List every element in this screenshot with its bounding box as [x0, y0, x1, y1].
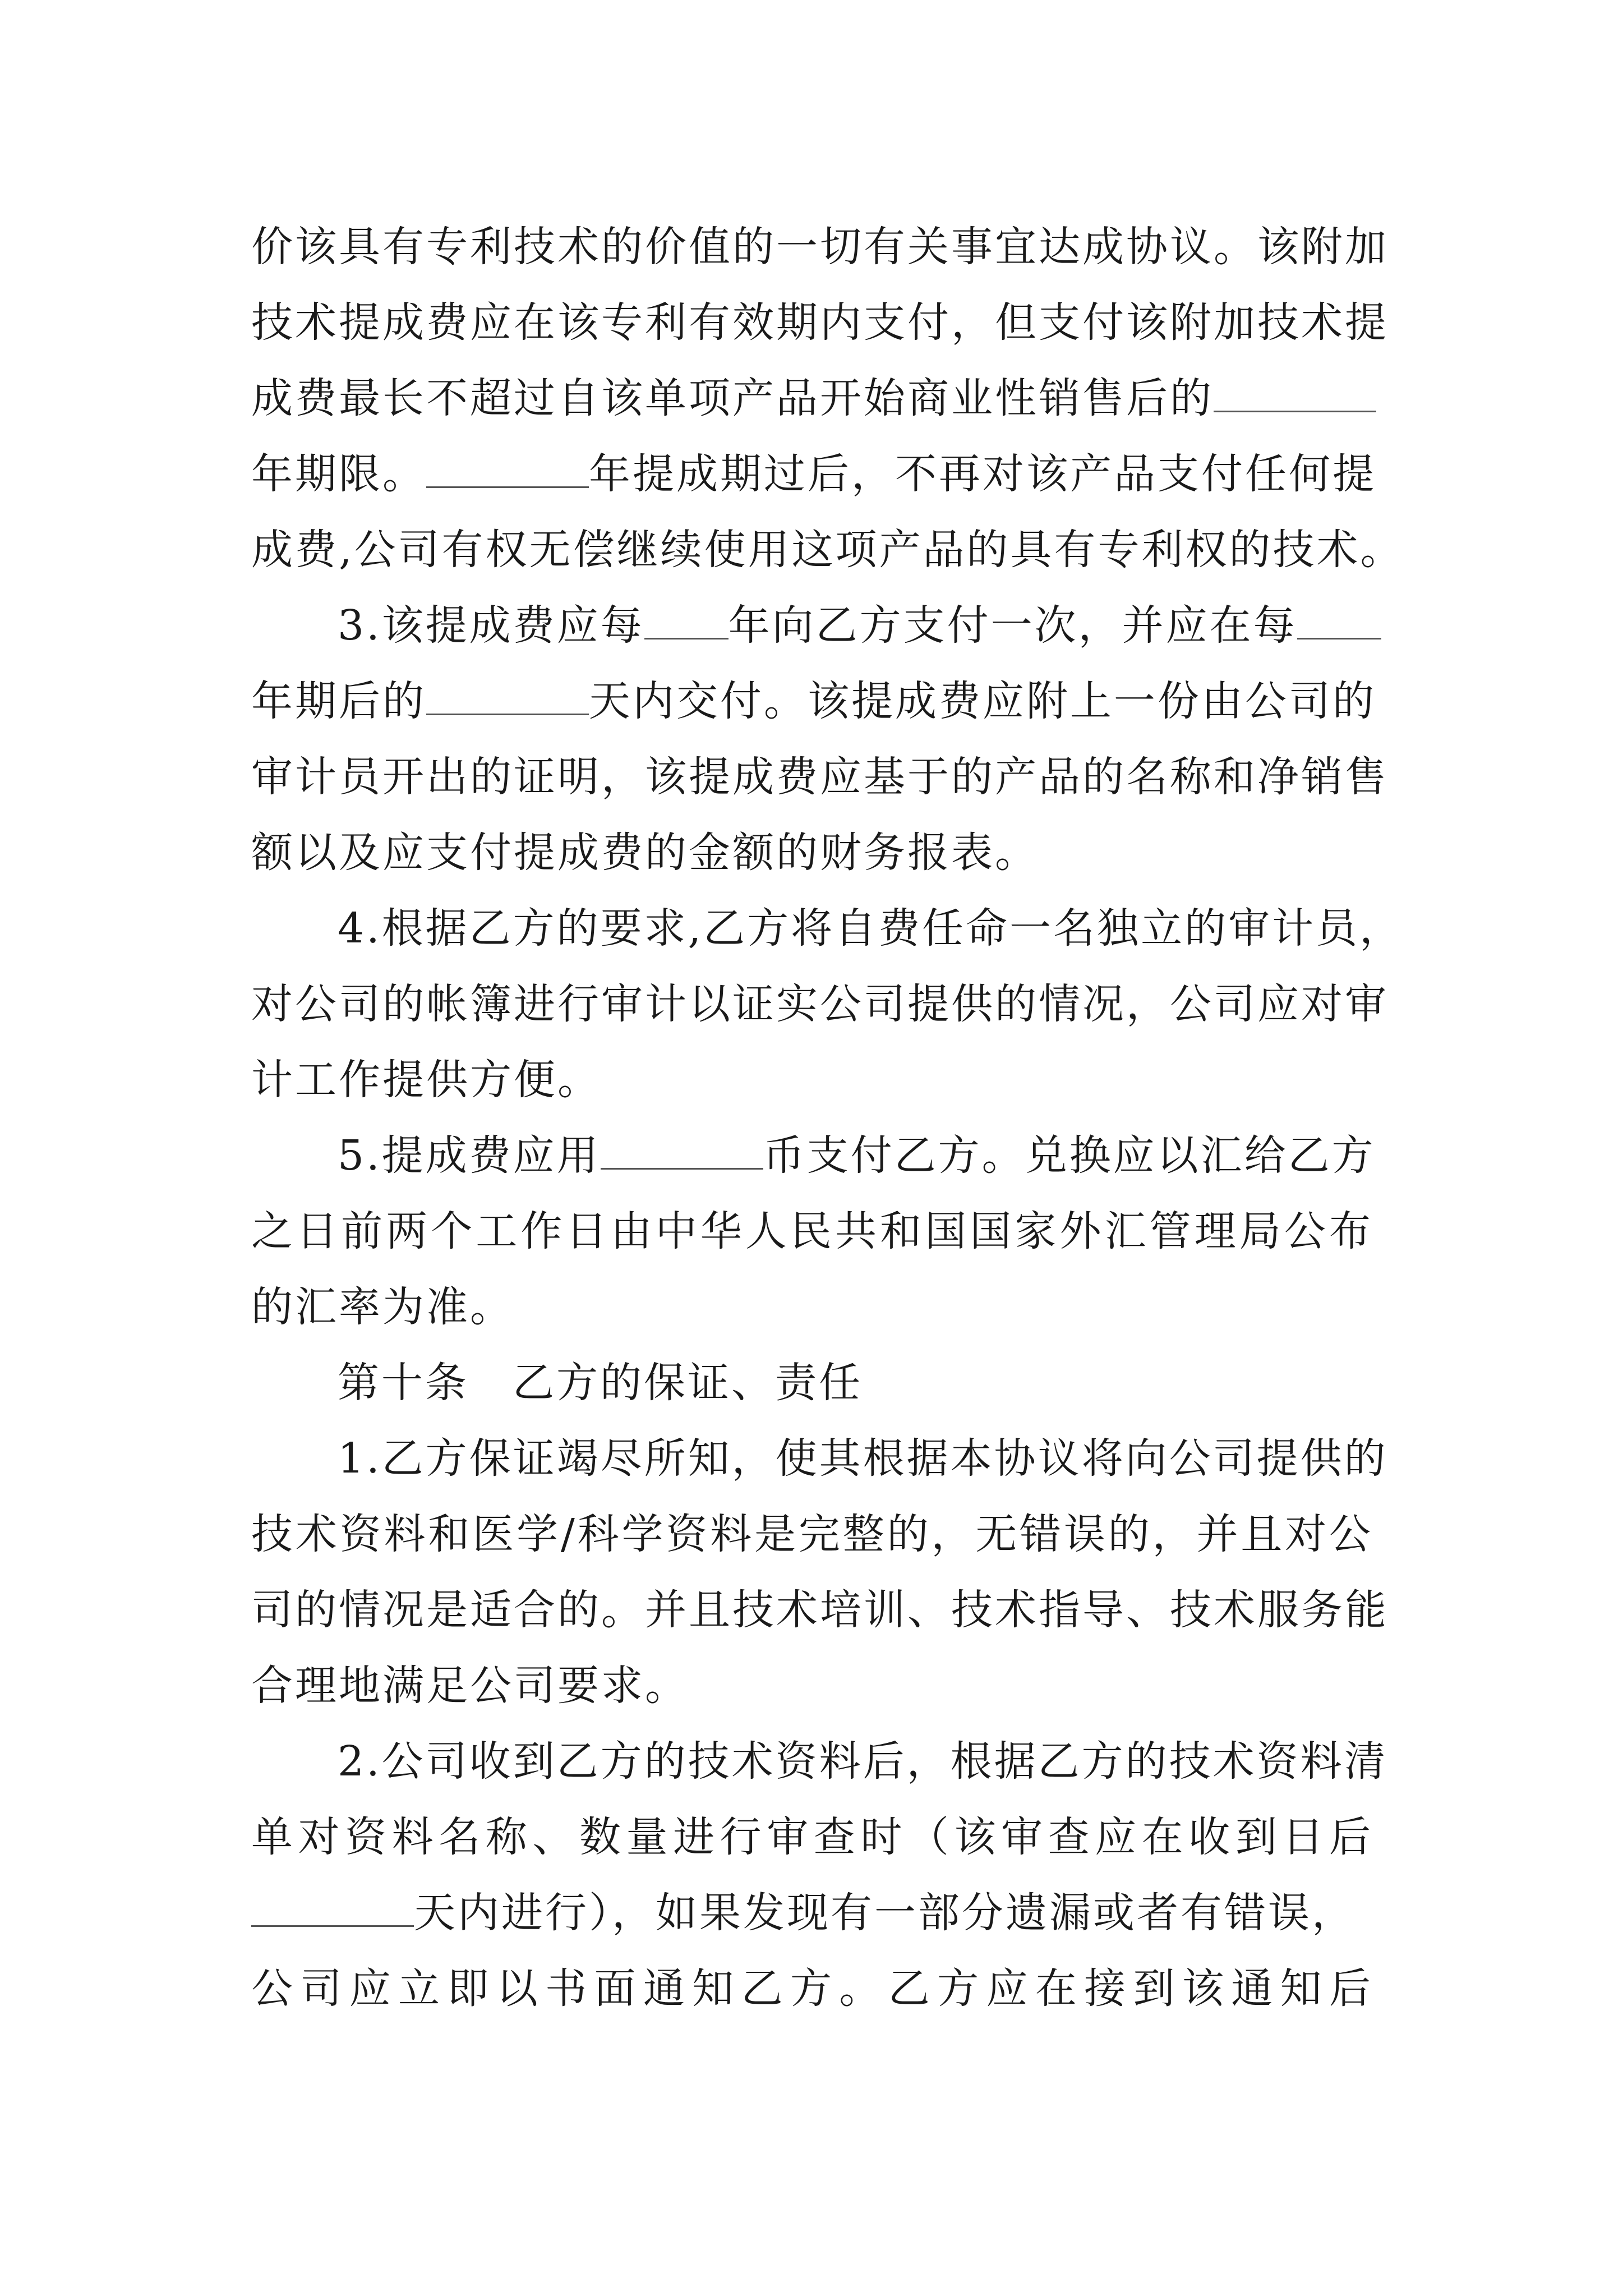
- text-line: [251, 1655, 1373, 1717]
- text-line: [251, 443, 1376, 505]
- clause-3: [338, 595, 1373, 656]
- text-segment: 的汇率为准。: [251, 1283, 514, 1331]
- text-segment: 2.公司收到乙方的技术资料后，根据乙方的技术资料清: [338, 1737, 1388, 1786]
- section-heading: [338, 1352, 1373, 1414]
- text-line: [251, 1200, 1373, 1262]
- text-segment: 3.该提成费应每: [338, 601, 644, 650]
- fill-in-blank[interactable]: [601, 1130, 763, 1170]
- text-line: [251, 519, 1404, 581]
- text-segment: 司的情况是适合的。并且技术培训、技术指导、技术服务能: [251, 1586, 1389, 1634]
- heading-text: 第十条 乙方的保证、责任: [338, 1359, 863, 1407]
- text-line: [251, 216, 1389, 278]
- text-segment: 单对资料名称、数量进行审查时（该审查应在收到日后: [251, 1813, 1373, 1861]
- text-line: [251, 1882, 1373, 1944]
- clause-2: [338, 1731, 1388, 1792]
- text-line: [251, 1806, 1373, 1868]
- text-segment: 合理地满足公司要求。: [251, 1662, 689, 1710]
- text-segment: 1.乙方保证竭尽所知，使其根据本协议将向公司提供的: [338, 1434, 1388, 1483]
- fill-in-blank[interactable]: [426, 675, 589, 715]
- text-segment: 4.根据乙方的要求,乙方将自费任命一名独立的审计员，: [338, 904, 1404, 953]
- text-line: [251, 1503, 1373, 1565]
- text-segment: 额以及应支付提成费的金额的财务报表。: [251, 829, 1039, 877]
- text-segment: 成费最长不超过自该单项产品开始商业性销售后的: [251, 374, 1214, 422]
- text-segment: 技术提成费应在该专利有效期内支付，但支付该附加技术提: [251, 298, 1389, 347]
- text-segment: 价该具有专利技术的价值的一切有关事宜达成协议。该附加: [251, 223, 1389, 271]
- text-line: [251, 973, 1389, 1035]
- text-segment: 审计员开出的证明，该提成费应基于的产品的名称和净销售: [251, 753, 1389, 801]
- text-line: [251, 1276, 1373, 1338]
- fill-in-blank[interactable]: [1297, 600, 1381, 639]
- text-segment: 币支付乙方。兑换应以汇给乙方: [763, 1131, 1376, 1180]
- text-segment: 年提成期过后，不再对该产品支付任何提: [589, 450, 1376, 498]
- text-line: [251, 822, 1373, 884]
- fill-in-blank[interactable]: [1214, 372, 1376, 412]
- fill-in-blank[interactable]: [251, 1887, 414, 1927]
- text-segment: 技术资料和医学/科学资料是完整的，无错误的，并且对公: [251, 1510, 1373, 1558]
- clause-1: [338, 1428, 1388, 1489]
- text-segment: 对公司的帐簿进行审计以证实公司提供的情况，公司应对审: [251, 980, 1389, 1028]
- fill-in-blank[interactable]: [644, 600, 728, 639]
- text-line: [251, 292, 1389, 353]
- text-line: [251, 367, 1373, 429]
- clause-4: [338, 898, 1404, 959]
- text-line: [251, 1049, 1373, 1111]
- text-segment: 年期限。: [251, 450, 426, 498]
- text-segment: 之日前两个工作日由中华人民共和国国家外汇管理局公布: [251, 1207, 1373, 1255]
- text-segment: 计工作提供方便。: [251, 1056, 601, 1104]
- text-segment: 5.提成费应用: [338, 1131, 601, 1180]
- clause-5: [338, 1125, 1376, 1186]
- text-line: [251, 1958, 1373, 2019]
- text-segment: 公司应立即以书面通知乙方。乙方应在接到该通知后: [251, 1964, 1373, 2013]
- text-segment: 成费,公司有权无偿继续使用这项产品的具有专利权的技术。: [251, 526, 1404, 574]
- fill-in-blank[interactable]: [426, 448, 589, 488]
- text-line: [251, 670, 1376, 732]
- text-line: [251, 1579, 1389, 1641]
- text-segment: 年期后的: [251, 677, 426, 725]
- text-segment: 年向乙方支付一次，并应在每: [728, 601, 1297, 650]
- text-segment: 天内交付。该提成费应附上一份由公司的: [589, 677, 1376, 725]
- text-line: [251, 746, 1389, 808]
- text-segment: 天内进行），如果发现有一部分遗漏或者有错误，: [414, 1889, 1355, 1937]
